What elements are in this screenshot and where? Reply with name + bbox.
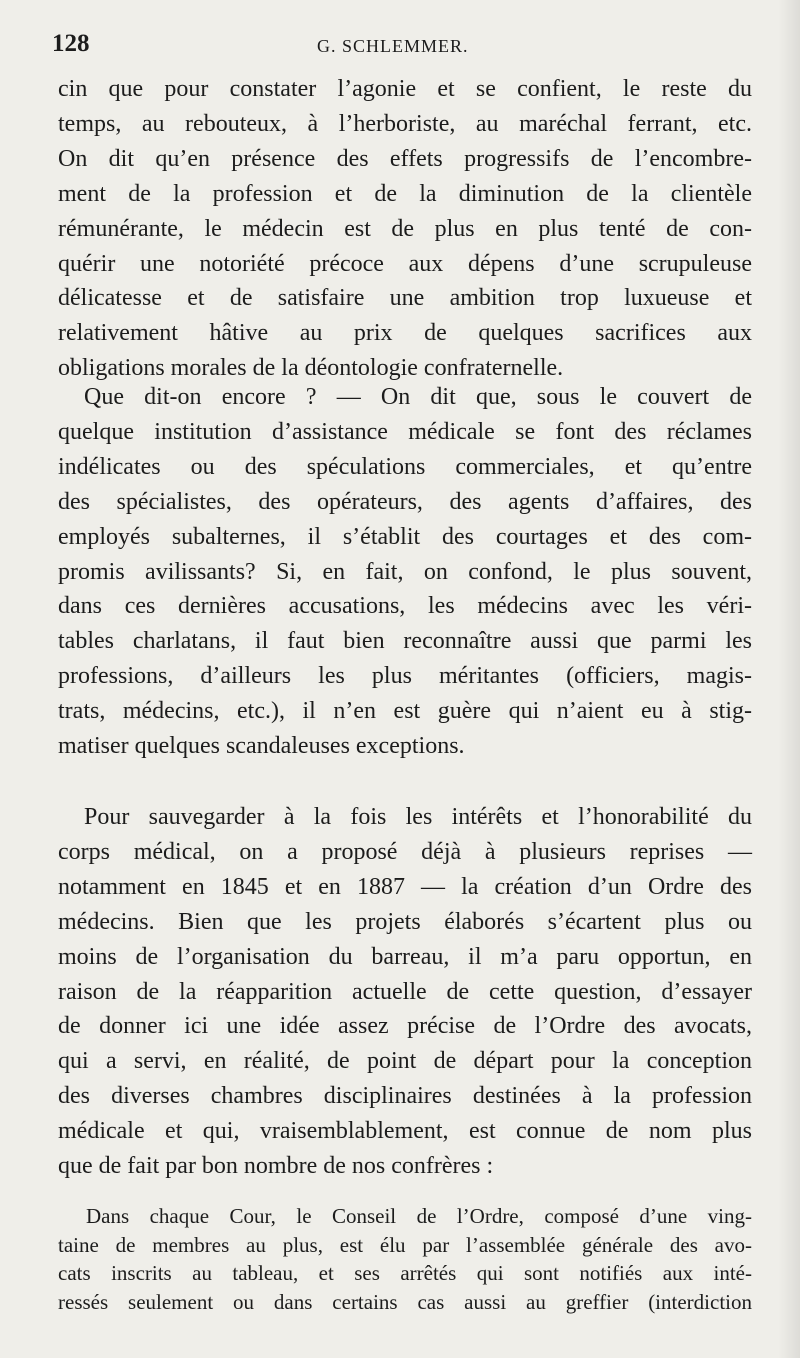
paragraph-3 (58, 800, 752, 1184)
text-line: dans ces dernières accusations, les médecins avec les véri- (58, 593, 752, 620)
text-line: obligations morales de la déontologie confraternelle. (58, 355, 564, 382)
text-line: cin que pour constater l’agonie et se confient, le reste du (58, 76, 752, 102)
running-header (52, 30, 752, 60)
text-line: corps médical, on a proposé déjà à plusieurs reprises — (58, 838, 752, 865)
text-line: employés subalternes, il s’établit des courtages et des com- (58, 523, 752, 550)
text-line: des diverses chambres disciplinaires destinées à la profession (58, 1083, 752, 1110)
paragraph-1 (58, 72, 752, 386)
text-line: médicale et qui, vraisemblablement, est connue de nom plus (58, 1118, 752, 1145)
paragraph-4 (58, 1202, 752, 1316)
text-line: délicatesse et de satisfaire une ambition trop luxueuse et (58, 285, 752, 312)
text-line: raison de la réapparition actuelle de cette question, d’essayer (58, 978, 752, 1005)
text-line: moins de l’organisation du barreau, il m’a paru opportun, en (58, 943, 752, 970)
text-line: indélicates ou des spéculations commerciales, et qu’entre (58, 453, 752, 480)
text-line: temps, au rebouteux, à l’herboriste, au maréchal ferrant, etc. (58, 110, 752, 137)
text-line: promis avilissants? Si, en fait, on confond, le plus souvent, (58, 558, 752, 585)
page-edge-shadow (778, 0, 800, 1358)
running-title: G. SCHLEMMER. (317, 36, 469, 56)
text-line: taine de membres au plus, est élu par l’assemblée générale des avo- (58, 1232, 752, 1257)
text-line: que de fait par bon nombre de nos confrères : (58, 1153, 494, 1180)
text-line: qui a servi, en réalité, de point de départ pour la conception (58, 1048, 752, 1075)
page-number: 128 (52, 30, 90, 57)
text-line: rémunérante, le médecin est de plus en plus tenté de con- (58, 215, 752, 242)
text-line: médecins. Bien que les projets élaborés s’écartent plus ou (58, 908, 752, 935)
text-line: tables charlatans, il faut bien reconnaître aussi que parmi les (58, 628, 752, 655)
text-line: quérir une notoriété précoce aux dépens d’une scrupuleuse (58, 250, 752, 277)
text-line: On dit qu’en présence des effets progressifs de l’encombre- (58, 145, 752, 172)
text-line: quelque institution d’assistance médicale se font des réclames (58, 418, 752, 445)
text-line: Dans chaque Cour, le Conseil de l’Ordre, composé d’une ving- (86, 1204, 752, 1228)
paragraph-2 (58, 380, 752, 764)
text-line: ressés seulement ou dans certains cas aussi au greffier (interdiction (58, 1289, 752, 1314)
text-line: Que dit-on encore ? — On dit que, sous le couvert de (84, 384, 752, 410)
text-line: relativement hâtive au prix de quelques sacrifices aux (58, 320, 752, 347)
text-line: Pour sauvegarder à la fois les intérêts et l’honorabilité du (84, 804, 752, 830)
text-line: des spécialistes, des opérateurs, des agents d’affaires, des (58, 488, 752, 515)
text-line: ment de la profession et de la diminution de la clientèle (58, 180, 752, 207)
text-line: cats inscrits au tableau, et ses arrêtés qui sont notifiés aux inté- (58, 1261, 752, 1286)
text-line: de donner ici une idée assez précise de l’Ordre des avocats, (58, 1013, 752, 1040)
text-line: professions, d’ailleurs les plus méritantes (officiers, magis- (58, 663, 752, 690)
text-line: trats, médecins, etc.), il n’en est guère qui n’aient eu à stig- (58, 698, 752, 725)
text-line: notamment en 1845 et en 1887 — la création d’un Ordre des (58, 873, 752, 900)
text-line: matiser quelques scandaleuses exceptions. (58, 733, 465, 760)
